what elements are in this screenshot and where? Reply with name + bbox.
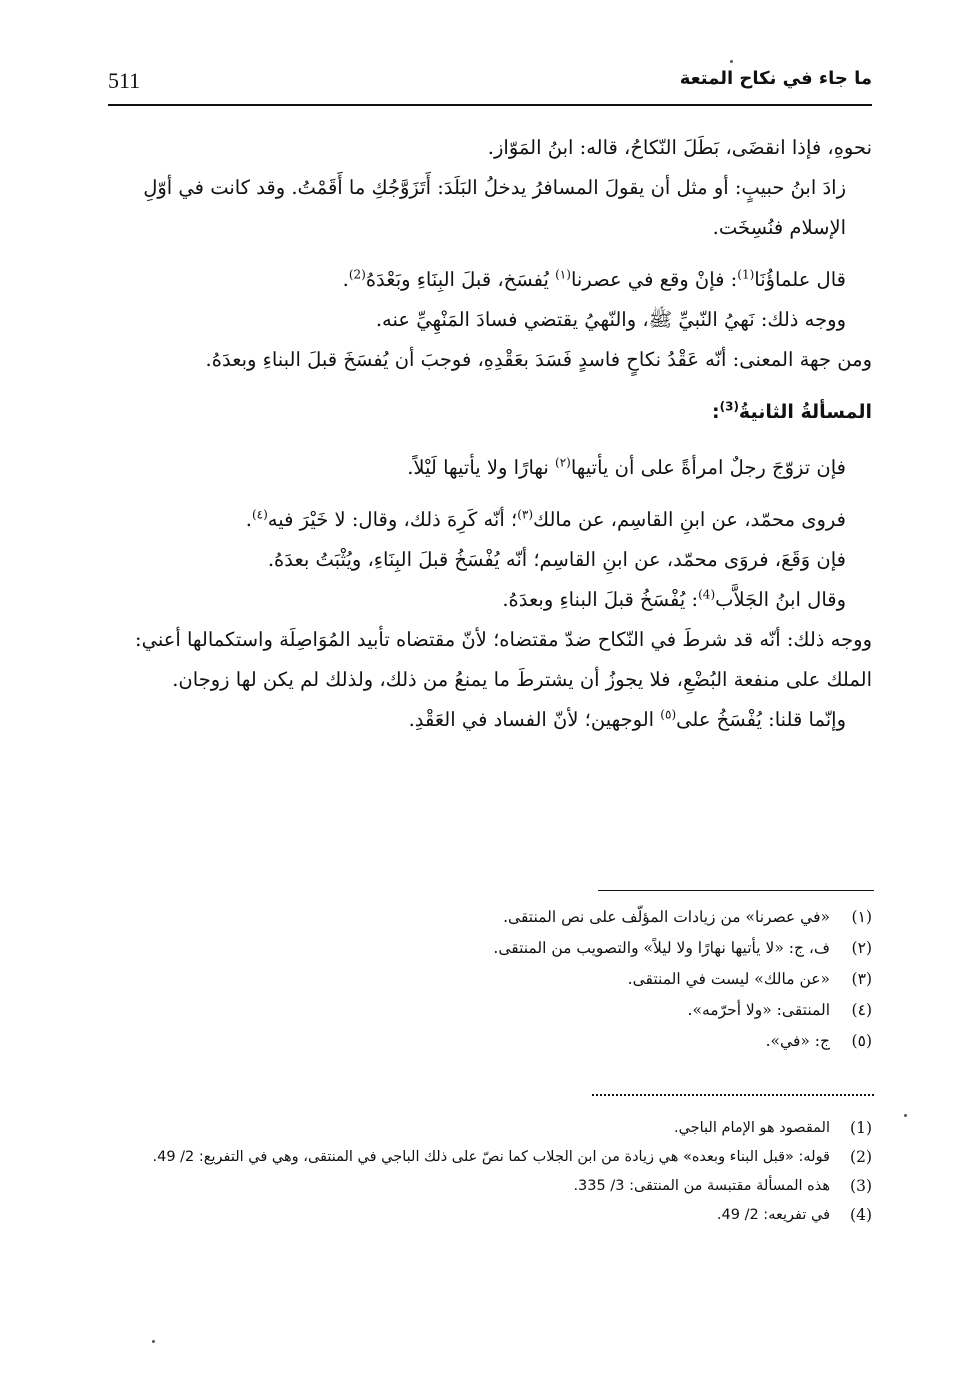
footnote-ref: (٥) [660,707,677,722]
footnote-item: (2) قوله: «قبل البناء وبعده» هي زيادة من ابن الجلاب كما نصّ على ذلك الباجي في المنتقى، وهي في التفريع: 2/ 49. [152,1148,872,1166]
paragraph-7: فروى محمّد، عن ابنِ القاسِم، عن مالك$^{(٣)}$؛ أنّه كَرِهَ ذلك، وقال: لا خَيْرَ فيه$^{(٤)}$. [245,507,846,531]
scan-speck [904,1114,907,1117]
footnote-divider [598,890,874,891]
scan-speck [730,60,733,63]
footnote-ref: (٤) [251,507,268,522]
footnote-item: (٣) «عن مالك» ليست في المنتقى. [627,970,872,988]
scan-speck [152,1340,155,1343]
footnote-item: (٤) المنتقى: «ولا أحرّمه». [687,1001,872,1019]
footnote-ref: (4) [698,587,716,602]
footnote-ref: (٢) [555,455,571,470]
footnote-ref: (١) [555,267,571,282]
paragraph-2: زادَ ابنُ حبيبٍ: أو مثل أن يقولَ المسافرُ يدخلُ البَلَدَ: أَتَزَوَّجُكِ ما أَقَمْتُ. وقد كانت في أوّلِ الإسلام فنُسِخَت. [143,176,846,239]
footnote-ref: (2) [348,267,366,282]
footnote-item: (3) هذه المسألة مقتبسة من المنتقى: 3/ 335. [573,1177,872,1195]
footnotes-editor [108,902,872,1057]
paragraph-11: وإنّما قلنا: يُفْسَخُ على$^{(٥)}$ الوجهين؛ لأنّ الفساد في العَقْدِ. [408,707,846,731]
page-header [108,62,872,106]
paragraph-10: ووجه ذلك: أنّه قد شرطَ في النّكاح ضدّ مقتضاه؛ لأنّ مقتضاه تأبيد المُوَاصِلَة واستكمالها أعني: الملك على منفعة البُضْعِ، فلا يجوزُ أن يشترطَ ما يمنعُ من ذلك، ولذلك لم يكن لها زوجان. [135,628,872,691]
footnotes-commentary [108,1114,872,1230]
page-number: 511 [108,68,141,93]
footnote-item: (٥) ج: «في». [765,1032,872,1050]
paragraph-1: نحوهِ، فإذا انقضَى، بَطَلَ النّكاحُ، قاله: ابنُ المَوّاز. [487,136,872,159]
running-title: ما جاء في نكاح المتعة [679,68,872,89]
paragraph-6: فإن تزوّجَ رجلٌ امرأةً على أن يأتيها$^{(٢)}$ نهارًا ولا يأتيها لَيْلاً. [407,455,846,479]
footnote-ref: (3) [719,399,739,414]
paragraph-8: فإن وَقَعَ، فروَى محمّد، عن ابنِ القاسِم؛ أنّه يُفْسَخُ قبلَ البِنَاءِ، ويُثْبَتُ بعدَهُ. [267,548,846,571]
section-heading: المسألةُ الثانيةُ$^{(3)}$: [711,399,872,423]
footnote-divider-dotted [592,1094,874,1096]
main-text [108,128,872,740]
paragraph-3: قال علماؤُنَا$^{(1)}$: فإنْ وقع في عصرنا$^{(١)}$ يُفسَخ، قبلَ البِنَاءِ وبَعْدَهُ$^{(2)}$. [342,267,846,291]
footnote-item: (١) «في عصرنا» من زيادات المؤلّف على نص المنتقى. [503,908,872,926]
paragraph-5: ومن جهة المعنى: أنّه عَقْدُ نكاحٍ فاسدٍ فَسَدَ بعَقْدِهِ، فوجبَ أن يُفسَخَ قبلَ البناءِ وبعدَهُ. [205,348,872,371]
footnote-item: (1) المقصود هو الإمام الباجي. [673,1119,872,1137]
footnote-ref: (1) [737,267,755,282]
paragraph-4: ووجه ذلك: نَهيُ النّبيِّ ﷺ، والنّهيُ يقتضي فسادَ المَنْهِيِّ عنه. [375,308,846,331]
footnote-item: (4) في تفريعه: 2/ 49. [716,1206,872,1224]
paragraph-9: وقال ابنُ الجَلاَّب$^{(4)}$: يُفْسَخُ قبلَ البناءِ وبعدَهُ. [502,587,846,611]
footnote-ref: (٣) [517,507,534,522]
footnote-item: (٢) ف، ج: «لا يأتيها نهارًا ولا ليلاً» والتصويب من المنتقى. [493,939,872,957]
